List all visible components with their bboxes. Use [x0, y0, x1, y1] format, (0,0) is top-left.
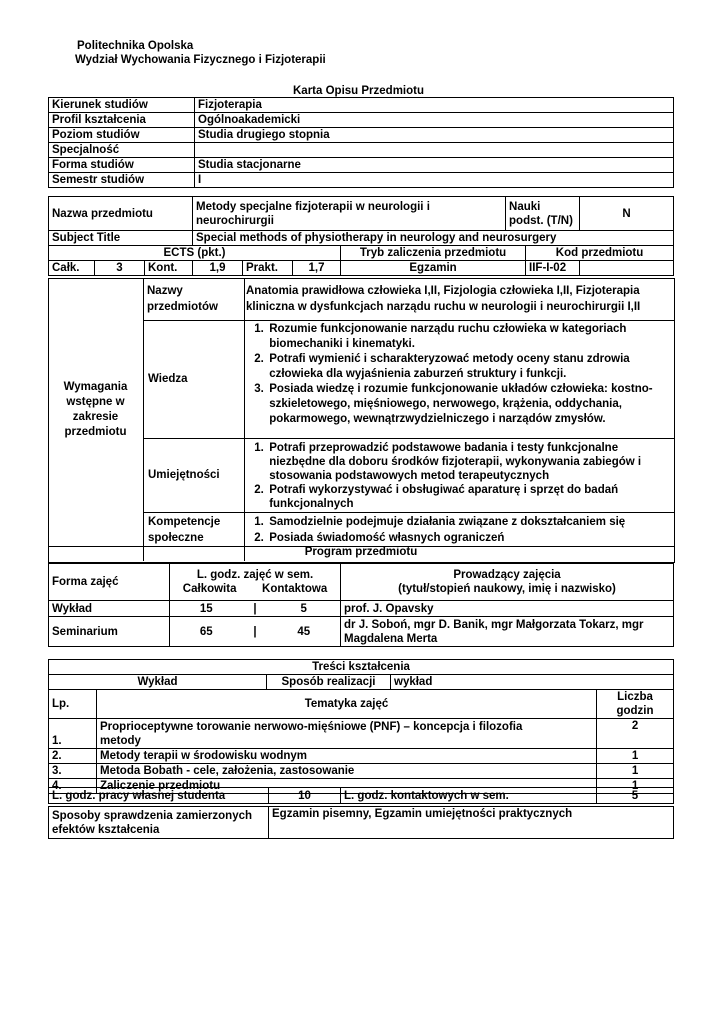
lp-cell: 4.: [49, 779, 97, 794]
ects-total-label: Całk.: [49, 261, 95, 276]
hours-cell: 1: [597, 764, 674, 779]
hours-cell: 1: [597, 749, 674, 764]
hours-cell: 1: [597, 779, 674, 794]
subject-names-label: Nazwy przedmiotów: [147, 285, 218, 313]
own-work-value: 10: [269, 788, 341, 804]
content-table: [48, 659, 674, 794]
topic-cell: Metoda Bobath - cele, założenia, zastosowanie: [97, 764, 597, 779]
row-divider: [143, 438, 674, 439]
faculty-name: Wydział Wychowania Fizycznego i Fizjoterapii: [75, 54, 326, 66]
realization-label: Sposób realizacji: [267, 675, 391, 690]
university-name: Politechnika Opolska: [77, 40, 194, 52]
field-value: I: [195, 173, 674, 188]
list-item: 2. Potrafi wymienić i scharakteryzować metody oceny stanu zdrowia człowieka dla wyjaśnienia zaburzeń struktury i funkcji.: [254, 353, 630, 380]
field-value: Ogólnoakademicki: [195, 113, 674, 128]
list-item: 1. Potrafi przeprowadzić podstawowe badania i testy funkcjonalne niezbędne dla doboru środków fizjoterapii, wykonywania zabiegów i stosowania podstawowych metod terapeutycznych: [254, 442, 642, 482]
list-item: 1. Samodzielnie podejmuje działania związane z dokształcaniem się: [254, 516, 626, 528]
content-title: Treści kształcenia: [49, 660, 674, 675]
verification-label: Sposoby sprawdzenia zamierzonych efektów kształcenia: [49, 807, 269, 839]
hours-contact: 45: [268, 617, 341, 647]
contact-hours-label: L. godz. kontaktowych w sem.: [341, 788, 597, 804]
subject-title-value: Special methods of physiotherapy in neurology and neurosurgery: [193, 231, 674, 246]
hours-total: 65: [170, 617, 243, 647]
own-work-label: L. godz. pracy własnej studenta: [49, 788, 269, 804]
verification-value: Egzamin pisemny, Egzamin umiejętności praktycznych: [269, 807, 674, 839]
topic-header: Tematyka zajęć: [97, 690, 597, 719]
ects-total-value: 3: [95, 261, 145, 276]
knowledge-list: [252, 322, 677, 427]
table-row: [49, 764, 674, 779]
exam-mode-label: Tryb zaliczenia przedmiotu: [341, 246, 526, 261]
subject-names-value: Anatomia prawidłowa człowieka I,II, Fizjologia człowieka I,II, Fizjoterapia kliniczna w dysfunkcjach narządu ruchu w neurologii i neurochirurgii I,II: [246, 285, 641, 313]
hours-total: 15: [170, 601, 243, 617]
document-title: Karta Opisu Przedmiotu: [293, 85, 424, 97]
field-label: Specjalność: [49, 143, 195, 158]
lp-cell: 3.: [49, 764, 97, 779]
ects-practical-label: Prakt.: [243, 261, 293, 276]
social-competences-label: Kompetencje społeczne: [148, 516, 221, 544]
table-row: [49, 749, 674, 764]
ects-contact-value: 1,9: [193, 261, 243, 276]
field-label: Semestr studiów: [49, 173, 195, 188]
skills-label: Umiejętności: [148, 469, 220, 481]
row-divider: [143, 512, 674, 513]
exam-mode-value: Egzamin: [341, 261, 526, 276]
hours-contact: 5: [268, 601, 341, 617]
lecturer-label: Prowadzący zajęcia (tytuł/stopień naukowy, imię i nazwisko): [341, 564, 674, 601]
separator: |: [243, 617, 268, 647]
program-table: [48, 563, 674, 647]
knowledge-label: Wiedza: [148, 373, 188, 385]
ects-practical-value: 1,7: [293, 261, 341, 276]
lp-header: Lp.: [49, 690, 97, 719]
subject-name-label: Nazwa przedmiotu: [49, 197, 193, 231]
class-type: Wykład: [49, 675, 267, 690]
empty-cell: [580, 261, 674, 276]
table-row: [49, 719, 674, 749]
field-value: Studia drugiego stopnia: [195, 128, 674, 143]
list-item: 3. Posiada wiedzę i rozumie funkcjonowanie układów człowieka: kostno- szkieletowego, mięśniowego, nerwowego, krążenia, oddychania, pokarmowego, wewnątrzwydzielniczego i narządów zmysłów.: [254, 383, 653, 425]
list-item: 1. Rozumie funkcjonowanie narządu ruchu człowieka w kategoriach biomechaniki i kinematyki.: [254, 323, 627, 350]
basic-sciences-label: Nauki podst. (T/N): [506, 197, 580, 231]
lecturer-value: prof. J. Opavsky: [341, 601, 674, 617]
ects-contact-label: Kont.: [145, 261, 193, 276]
list-item: 2. Potrafi wykorzystywać i obsługiwać aparaturę i sprzęt do badań funkcjonalnych: [254, 484, 619, 510]
basic-sciences-value: N: [580, 197, 674, 231]
social-competences-list: [252, 514, 625, 546]
skills-list: [252, 441, 677, 511]
hours-cell: 2: [597, 719, 674, 749]
separator: |: [243, 601, 268, 617]
subject-table: [48, 196, 674, 276]
verification-table: [48, 806, 674, 839]
form-label: Forma zajęć: [49, 564, 170, 601]
field-label: Poziom studiów: [49, 128, 195, 143]
course-code-label: Kod przedmiotu: [526, 246, 674, 261]
topic-cell: Zaliczenie przedmiotu: [97, 779, 597, 794]
prerequisites-label: Wymagania wstępne w zakresie przedmiotu: [63, 381, 128, 438]
lp-cell: 2.: [49, 749, 97, 764]
topic-cell: Proprioceptywne torowanie nerwowo-mięśniowe (PNF) – koncepcja i filozofia metody: [97, 719, 597, 749]
field-label: Forma studiów: [49, 158, 195, 173]
form-value: Wykład: [49, 601, 170, 617]
contact-hours-value: 5: [597, 788, 674, 804]
topic-cell: Metody terapii w środowisku wodnym: [97, 749, 597, 764]
list-item: 2. Posiada świadomość własnych ograniczeń: [254, 532, 505, 544]
field-label: Profil kształcenia: [49, 113, 195, 128]
ects-label: ECTS (pkt.): [49, 246, 341, 261]
subject-name-value: Metody specjalne fizjoterapii w neurologii i neurochirurgii: [193, 197, 506, 231]
field-value: Studia stacjonarne: [195, 158, 674, 173]
field-label: Kierunek studiów: [49, 98, 195, 113]
row-divider: [143, 320, 674, 321]
form-value: Seminarium: [49, 617, 170, 647]
course-code-value: IIF-I-02: [526, 261, 580, 276]
summary-table: [48, 787, 674, 804]
lecturer-value: dr J. Soboń, mgr D. Banik, mgr Małgorzata Tokarz, mgr Magdalena Merta: [341, 617, 674, 647]
realization-value: wykład: [391, 675, 674, 690]
program-title: Program przedmiotu: [304, 546, 418, 558]
hours-header: Liczba godzin: [597, 690, 674, 719]
hours-label: L. godz. zajęć w sem. Całkowita Kontaktowa: [170, 564, 341, 601]
field-value: Fizjoterapia: [195, 98, 674, 113]
subject-title-label: Subject Title: [49, 231, 193, 246]
lp-cell: 1.: [49, 719, 97, 749]
general-info-table: [48, 97, 674, 188]
field-value: [195, 143, 674, 158]
